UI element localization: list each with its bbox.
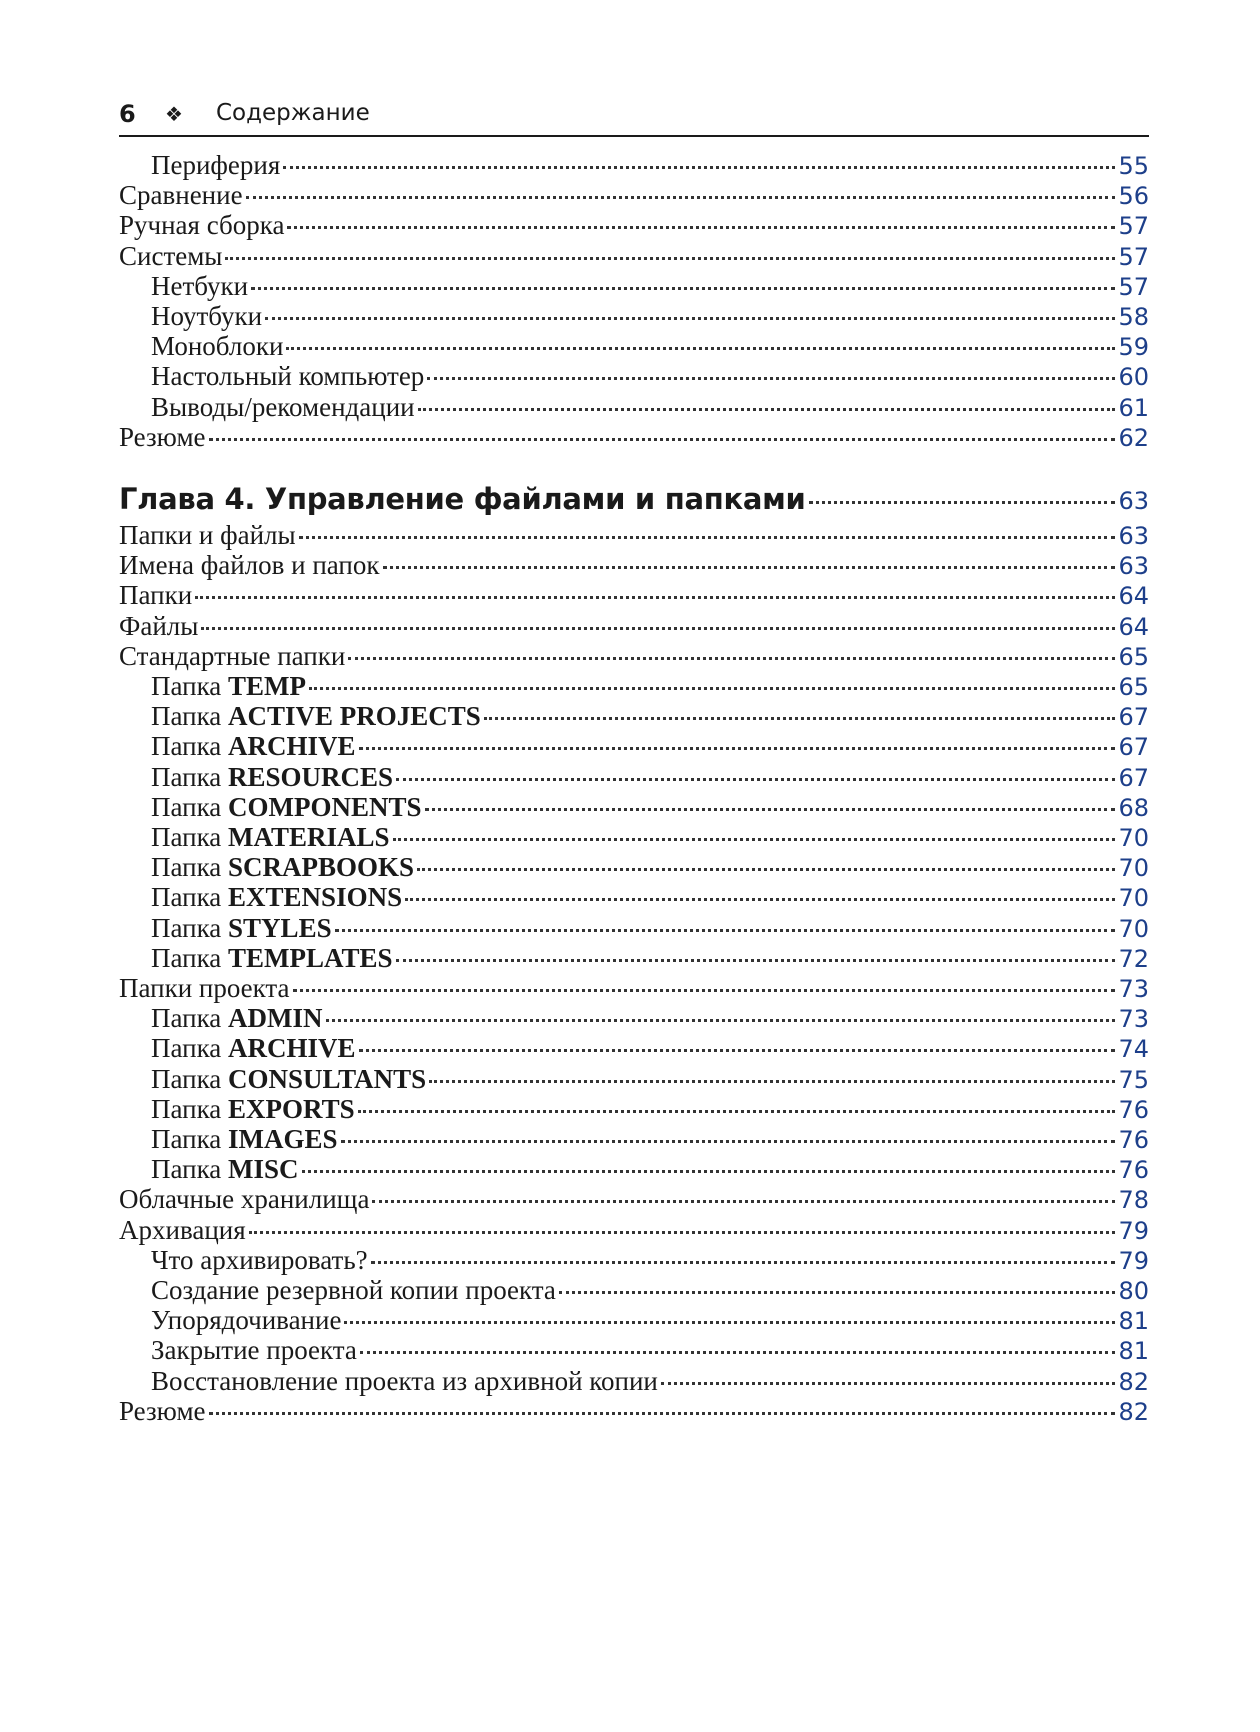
dot-leader (309, 687, 1115, 690)
page-ref[interactable]: 68 (1118, 794, 1149, 822)
page-ref[interactable]: 79 (1118, 1247, 1149, 1275)
dot-leader (417, 868, 1115, 871)
dot-leader (201, 627, 1115, 630)
entry-prefix: Папка (151, 1003, 229, 1033)
dot-leader (302, 1170, 1116, 1173)
entry-folder-name: IMAGES (228, 1124, 338, 1154)
entry-title: Папки и файлы (119, 520, 296, 550)
entry-title (151, 669, 306, 703)
entry-title (151, 729, 356, 763)
entry-folder-name: SCRAPBOOKS (228, 852, 415, 882)
entry-title (151, 850, 414, 884)
running-title: Содержание (216, 100, 370, 126)
entry-title (151, 880, 402, 914)
toc-entry[interactable] (119, 518, 1149, 552)
dot-leader (283, 166, 1115, 169)
dot-leader (418, 408, 1116, 411)
entry-prefix: Папка (151, 943, 229, 973)
page-ref[interactable]: 70 (1118, 884, 1149, 912)
page-ref[interactable]: 67 (1118, 733, 1149, 761)
dot-leader (429, 1080, 1115, 1083)
dot-leader (383, 566, 1116, 569)
entry-prefix: Папка (151, 762, 229, 792)
toc-entry[interactable] (119, 1333, 1149, 1367)
ornament-icon: ❖ (165, 102, 183, 126)
toc-entry[interactable] (119, 1243, 1149, 1277)
entry-title (151, 941, 393, 975)
page-ref[interactable]: 67 (1118, 703, 1149, 731)
dot-leader (559, 1291, 1116, 1294)
toc-entry[interactable] (119, 880, 1149, 914)
entry-title (151, 1031, 356, 1065)
dot-leader (358, 1110, 1116, 1113)
entry-prefix: Папка (151, 1094, 229, 1124)
entry-folder-name: ACTIVE PROJECTS (228, 701, 481, 731)
entry-folder-name: TEMPLATES (228, 943, 393, 973)
toc-entry[interactable] (119, 699, 1149, 733)
toc-entry[interactable] (119, 178, 1149, 212)
toc-entry[interactable] (119, 1001, 1149, 1035)
entry-folder-name: TEMP (228, 671, 307, 701)
page-ref[interactable]: 81 (1118, 1307, 1149, 1335)
entry-title (151, 911, 332, 945)
toc-entry[interactable] (119, 390, 1149, 424)
page-ref[interactable]: 82 (1118, 1368, 1149, 1396)
page-ref[interactable]: 76 (1118, 1156, 1149, 1184)
page-ref[interactable]: 76 (1118, 1096, 1149, 1124)
running-head (119, 96, 1149, 136)
entry-title: Имена файлов и папок (119, 550, 380, 580)
toc-entry[interactable] (119, 578, 1149, 612)
entry-title: Облачные хранилища (119, 1184, 370, 1214)
entry-title: Выводы/рекомендации (151, 392, 415, 422)
dot-leader (209, 438, 1116, 441)
entry-title: Папки проекта (119, 973, 290, 1003)
entry-title: Системы (119, 241, 223, 271)
toc-entry[interactable] (119, 239, 1149, 273)
toc-entry[interactable] (119, 1062, 1149, 1096)
entry-title (151, 760, 393, 794)
entry-title: Настольный компьютер (151, 361, 425, 391)
dot-leader (246, 196, 1116, 199)
dot-leader (484, 717, 1116, 720)
entry-title (151, 699, 481, 733)
page-ref[interactable]: 80 (1118, 1277, 1149, 1305)
dot-leader (209, 1412, 1116, 1415)
page-ref[interactable]: 58 (1118, 303, 1149, 331)
toc-entry[interactable] (119, 1092, 1149, 1126)
entry-prefix: Папка (151, 913, 229, 943)
page-ref[interactable]: 76 (1118, 1126, 1149, 1154)
entry-title (151, 1092, 355, 1126)
dot-leader (396, 959, 1116, 962)
toc-entry[interactable] (119, 820, 1149, 854)
page-ref[interactable]: 75 (1118, 1066, 1149, 1094)
entry-folder-name: EXTENSIONS (228, 882, 403, 912)
page-ref[interactable]: 82 (1118, 1398, 1149, 1426)
entry-title (151, 820, 390, 854)
dot-leader (359, 1049, 1116, 1052)
entry-title: Резюме (119, 1396, 206, 1426)
page-ref[interactable]: 70 (1118, 824, 1149, 852)
entry-title: Стандартные папки (119, 641, 346, 671)
toc-entry[interactable] (119, 148, 1149, 182)
entry-title: Архивация (119, 1215, 246, 1245)
page-ref[interactable]: 63 (1118, 552, 1149, 580)
toc-entry[interactable] (119, 1213, 1149, 1247)
page-ref[interactable]: 63 (1118, 487, 1149, 515)
page-ref[interactable]: 61 (1118, 394, 1149, 422)
dot-leader (393, 838, 1116, 841)
dot-leader (371, 1261, 1116, 1264)
toc-entry[interactable] (119, 911, 1149, 945)
dot-leader (661, 1382, 1116, 1385)
entry-prefix: Папка (151, 1124, 229, 1154)
toc-entry[interactable] (119, 1122, 1149, 1156)
entry-prefix: Папка (151, 882, 229, 912)
entry-title (151, 790, 422, 824)
page-ref[interactable]: 60 (1118, 363, 1149, 391)
dot-leader (249, 1231, 1116, 1234)
entry-prefix: Папка (151, 731, 229, 761)
dot-leader (225, 257, 1115, 260)
entry-prefix: Папка (151, 792, 229, 822)
entry-title: Нетбуки (151, 271, 249, 301)
dot-leader (396, 778, 1115, 781)
toc-entry[interactable] (119, 1364, 1149, 1398)
page-ref[interactable]: 81 (1118, 1337, 1149, 1365)
toc-entry[interactable] (119, 941, 1149, 975)
dot-leader (372, 1200, 1115, 1203)
dot-leader (299, 536, 1116, 539)
entry-prefix: Папка (151, 822, 229, 852)
dot-leader (286, 347, 1115, 350)
entry-title: Сравнение (119, 180, 243, 210)
toc-entry[interactable] (119, 729, 1149, 763)
dot-leader (344, 1321, 1115, 1324)
entry-title (151, 1062, 426, 1096)
entry-title: Периферия (151, 150, 281, 180)
page-ref[interactable]: 73 (1118, 975, 1149, 1003)
entry-prefix: Папка (151, 671, 229, 701)
page-ref[interactable]: 63 (1118, 522, 1149, 550)
toc-entry[interactable] (119, 1273, 1149, 1307)
entry-prefix: Папка (151, 1033, 229, 1063)
entry-title: Ручная сборка (119, 210, 285, 240)
toc-entry[interactable] (119, 639, 1149, 673)
page-ref[interactable]: 64 (1118, 582, 1149, 610)
toc-entry[interactable] (119, 1303, 1149, 1337)
chapter-heading[interactable] (119, 476, 1149, 522)
page-ref[interactable]: 55 (1118, 152, 1149, 180)
toc-entry[interactable] (119, 1182, 1149, 1216)
page-ref[interactable]: 72 (1118, 945, 1149, 973)
dot-leader (360, 1351, 1116, 1354)
entry-folder-name: ARCHIVE (228, 1033, 356, 1063)
toc-entry[interactable] (119, 329, 1149, 363)
entry-title (151, 1122, 338, 1156)
toc-entry[interactable] (119, 609, 1149, 643)
dot-leader (341, 1140, 1116, 1143)
toc-entry[interactable] (119, 548, 1149, 582)
page-ref[interactable]: 57 (1118, 212, 1149, 240)
toc-entry[interactable] (119, 1394, 1149, 1428)
toc-entry[interactable] (119, 359, 1149, 393)
page-ref[interactable]: 70 (1118, 915, 1149, 943)
page-ref[interactable]: 57 (1118, 273, 1149, 301)
entry-prefix: Папка (151, 852, 229, 882)
dot-leader (348, 657, 1115, 660)
entry-title: Что архивировать? (151, 1245, 368, 1275)
entry-folder-name: ADMIN (228, 1003, 323, 1033)
dot-leader (425, 808, 1116, 811)
dot-leader (359, 747, 1116, 750)
page-ref[interactable]: 78 (1118, 1186, 1149, 1214)
toc-entry[interactable] (119, 790, 1149, 824)
entry-title: Резюме (119, 422, 206, 452)
entry-prefix: Папка (151, 1064, 229, 1094)
entry-folder-name: STYLES (228, 913, 332, 943)
page-number: 6 (119, 100, 136, 128)
dot-leader (293, 989, 1116, 992)
page-ref[interactable]: 73 (1118, 1005, 1149, 1033)
page-ref[interactable]: 74 (1118, 1035, 1149, 1063)
toc-entry[interactable] (119, 1031, 1149, 1065)
toc-entry[interactable] (119, 1152, 1149, 1186)
dot-leader (335, 929, 1116, 932)
header-rule (119, 135, 1149, 137)
entry-prefix: Папка (151, 701, 229, 731)
dot-leader (326, 1019, 1116, 1022)
dot-leader (809, 501, 1116, 504)
entry-title: Файлы (119, 611, 199, 641)
toc-entry[interactable] (119, 971, 1149, 1005)
entry-title: Моноблоки (151, 331, 284, 361)
dot-leader (427, 377, 1115, 380)
page-ref[interactable]: 59 (1118, 333, 1149, 361)
dot-leader (195, 596, 1115, 599)
dot-leader (265, 317, 1115, 320)
toc-entry[interactable] (119, 299, 1149, 333)
entry-title (151, 1152, 299, 1186)
page-ref[interactable]: 65 (1118, 673, 1149, 701)
toc-entry[interactable] (119, 269, 1149, 303)
entry-folder-name: EXPORTS (228, 1094, 355, 1124)
dot-leader (287, 226, 1115, 229)
toc-entry[interactable] (119, 420, 1149, 454)
entry-folder-name: COMPONENTS (228, 792, 422, 822)
entry-title: Ноутбуки (151, 301, 263, 331)
page-ref[interactable]: 65 (1118, 643, 1149, 671)
entry-title: Папки (119, 580, 193, 610)
entry-title: Восстановление проекта из архивной копии (151, 1366, 658, 1396)
page-ref[interactable]: 62 (1118, 424, 1149, 452)
page-ref[interactable]: 64 (1118, 613, 1149, 641)
page-ref[interactable]: 67 (1118, 764, 1149, 792)
dot-leader (405, 898, 1115, 901)
toc-entry[interactable] (119, 208, 1149, 242)
toc-entry[interactable] (119, 669, 1149, 703)
toc-entry[interactable] (119, 760, 1149, 794)
page-ref[interactable]: 70 (1118, 854, 1149, 882)
entry-folder-name: MATERIALS (228, 822, 390, 852)
page-ref[interactable]: 79 (1118, 1217, 1149, 1245)
entry-prefix: Папка (151, 1154, 229, 1184)
dot-leader (251, 287, 1115, 290)
entry-title: Создание резервной копии проекта (151, 1275, 556, 1305)
toc-entry[interactable] (119, 850, 1149, 884)
entry-folder-name: ARCHIVE (228, 731, 356, 761)
entry-folder-name: MISC (228, 1154, 299, 1184)
entry-folder-name: RESOURCES (228, 762, 394, 792)
entry-title (151, 1001, 323, 1035)
page-ref[interactable]: 57 (1118, 243, 1149, 271)
entry-title: Глава 4. Управление файлами и папками (119, 482, 806, 516)
entry-title: Закрытие проекта (151, 1335, 357, 1365)
entry-title: Упорядочивание (151, 1305, 342, 1335)
page-ref[interactable]: 56 (1118, 182, 1149, 210)
entry-folder-name: CONSULTANTS (228, 1064, 427, 1094)
